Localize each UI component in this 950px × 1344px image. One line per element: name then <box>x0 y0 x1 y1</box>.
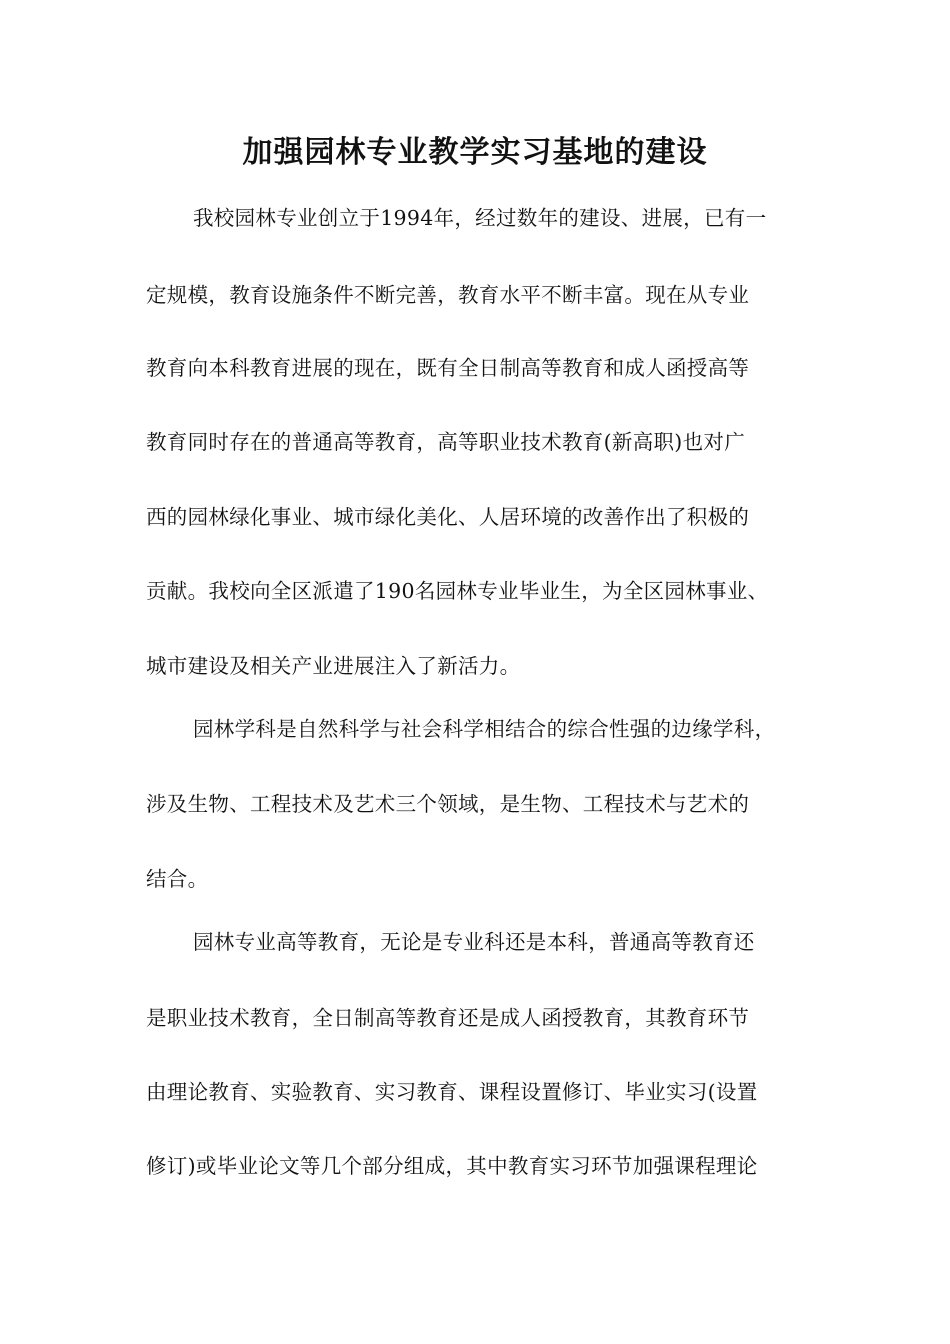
paragraph-1-line-6: 贡献。我校向全区派遣了190名园林专业毕业生，为全区园林事业、 <box>146 579 769 603</box>
paragraph-1-line-5: 西的园林绿化事业、城市绿化美化、人居环境的改善作出了积极的 <box>146 505 750 529</box>
paragraph-3-line-2: 是职业技术教育，全日制高等教育还是成人函授教育，其教育环节 <box>146 1006 750 1030</box>
paragraph-3-line-3: 由理论教育、实验教育、实习教育、课程设置修订、毕业实习(设置 <box>146 1080 758 1104</box>
paragraph-3-line-1: 园林专业高等教育，无论是专业科还是本科，普通高等教育还 <box>193 930 755 954</box>
paragraph-2-line-2: 涉及生物、工程技术及艺术三个领域，是生物、工程技术与艺术的 <box>146 792 750 816</box>
paragraph-1-line-1: 我校园林专业创立于1994年，经过数年的建设、进展，已有一 <box>193 206 767 230</box>
paragraph-2-line-3: 结合。 <box>146 867 209 891</box>
paragraph-1-line-4: 教育同时存在的普通高等教育，高等职业技术教育(新高职)也对广 <box>146 430 745 454</box>
paragraph-1-line-2: 定规模，教育设施条件不断完善，教育水平不断丰富。现在从专业 <box>146 283 750 307</box>
paragraph-1-line-3: 教育向本科教育进展的现在，既有全日制高等教育和成人函授高等 <box>146 356 750 380</box>
document-title: 加强园林专业教学实习基地的建设 <box>242 135 708 170</box>
paragraph-1-line-7: 城市建设及相关产业进展注入了新活力。 <box>146 654 521 678</box>
paragraph-2-line-1: 园林学科是自然科学与社会科学相结合的综合性强的边缘学科， <box>193 717 776 741</box>
paragraph-3-line-4: 修订)或毕业论文等几个部分组成，其中教育实习环节加强课程理论 <box>146 1154 758 1178</box>
